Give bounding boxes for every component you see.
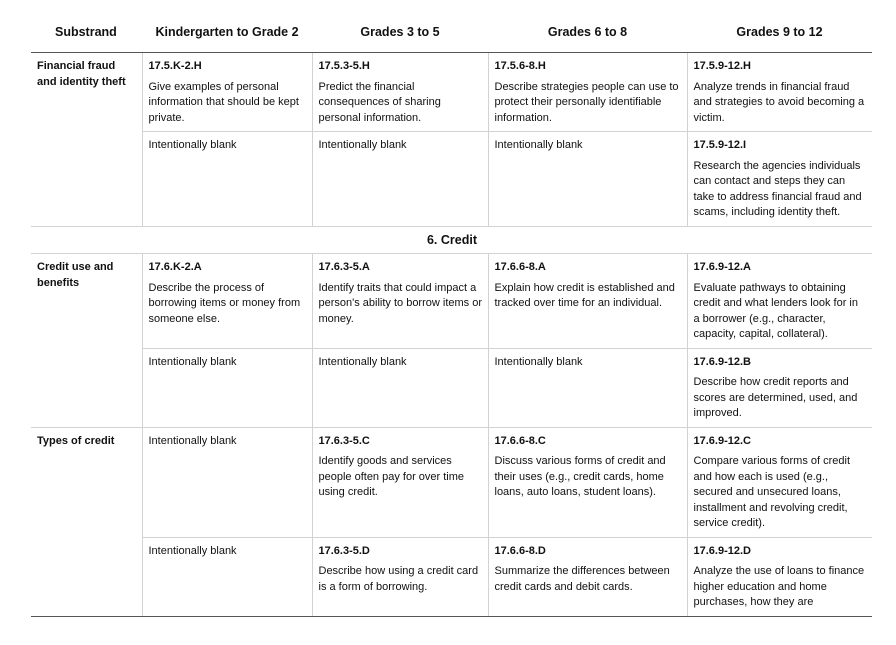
standard-code: 17.6.6-8.A [494, 261, 546, 273]
standard-text: Describe the process of borrowing items or money from someone else. [148, 281, 301, 325]
standard-code: 17.6.9-12.B [693, 355, 751, 368]
standard-text: Describe how using a credit card is a form of borrowing. [318, 565, 479, 593]
section-row [31, 226, 872, 254]
standard-code: 17.6.6-8.D [494, 544, 546, 557]
standard-cell [488, 53, 687, 132]
standards-table [31, 14, 872, 617]
standard-cell [687, 537, 872, 616]
standard-cell [312, 254, 488, 349]
substrand-cell: Credit use and benefits [31, 254, 142, 428]
standard-cell [142, 53, 312, 132]
standard-cell [687, 348, 872, 427]
standard-text: Research the agencies individuals can contact and steps they can take to address financial fraud and scams, including identity theft. [693, 159, 862, 218]
standard-text: Give examples of personal information that should be kept private. [148, 80, 299, 124]
standard-text: Evaluate pathways to obtaining credit and what lenders look for in a borrower (e.g., character, capacity, capital, collateral). [693, 281, 858, 340]
standard-text: Describe how credit reports and scores are determined, used, and improved. [693, 376, 858, 419]
standard-text: Explain how credit is established and tracked over time for an individual. [494, 281, 675, 309]
blank-cell: Intentionally blank [142, 537, 312, 616]
blank-cell: Intentionally blank [142, 132, 312, 227]
header-grades-9-12: Grades 9 to 12 [687, 14, 872, 53]
standard-cell [687, 53, 872, 132]
standard-code: 17.6.K-2.A [148, 261, 202, 273]
standard-code: 17.6.6-8.C [494, 434, 546, 447]
table-row [31, 254, 872, 349]
table-row [31, 132, 872, 227]
header-substrand: Substrand [31, 14, 142, 53]
standard-cell [488, 254, 687, 349]
standard-text: Identify goods and services people often pay for over time using credit. [318, 455, 465, 498]
header-grades-3-5: Grades 3 to 5 [312, 14, 488, 53]
header-k2: Kindergarten to Grade 2 [142, 14, 312, 53]
blank-cell: Intentionally blank [142, 348, 312, 427]
standard-text: Analyze the use of loans to finance higher education and home purchases, how they are [693, 565, 865, 608]
standard-cell [687, 427, 872, 537]
blank-cell: Intentionally blank [142, 427, 312, 537]
table-row [31, 427, 872, 537]
standard-cell [488, 427, 687, 537]
standard-cell [312, 427, 488, 537]
blank-cell: Intentionally blank [312, 132, 488, 227]
standard-cell [488, 537, 687, 616]
standard-text: Compare various forms of credit and how each is used (e.g., secured and unsecured loans, installment and revolving credit, service credit). [693, 455, 850, 529]
table-row [31, 537, 872, 616]
substrand-cell: Types of credit [31, 427, 142, 616]
standard-cell [687, 254, 872, 349]
standard-code: 17.6.9-12.D [693, 544, 751, 557]
standard-cell [312, 53, 488, 132]
standard-code: 17.5.9-12.H [693, 60, 751, 72]
table-row [31, 53, 872, 132]
table-row [31, 348, 872, 427]
standard-code: 17.5.3-5.H [318, 60, 370, 72]
blank-cell: Intentionally blank [488, 132, 687, 227]
blank-cell: Intentionally blank [488, 348, 687, 427]
standard-code: 17.5.9-12.I [693, 139, 747, 151]
standard-cell [312, 537, 488, 616]
standard-cell [687, 132, 872, 227]
section-title: 6. Credit [31, 226, 872, 254]
substrand-cell: Financial fraud and identity theft [31, 53, 142, 227]
standard-text: Discuss various forms of credit and their uses (e.g., credit cards, home loans, auto loans, student loans). [494, 455, 666, 498]
standard-text: Predict the financial consequences of sharing personal information. [318, 80, 441, 124]
header-row [31, 14, 872, 53]
standard-code: 17.5.K-2.H [148, 60, 202, 72]
standard-text: Identify traits that could impact a person's ability to borrow items or money. [318, 281, 482, 325]
standard-text: Describe strategies people can use to protect their personally identifiable information. [494, 80, 679, 124]
blank-cell: Intentionally blank [312, 348, 488, 427]
header-grades-6-8: Grades 6 to 8 [488, 14, 687, 53]
standard-code: 17.6.3-5.D [318, 544, 370, 557]
standard-code: 17.6.3-5.C [318, 434, 370, 447]
standard-text: Analyze trends in financial fraud and strategies to avoid becoming a victim. [693, 80, 865, 124]
standard-text: Summarize the differences between credit cards and debit cards. [494, 565, 670, 593]
standard-code: 17.6.3-5.A [318, 261, 370, 273]
standard-code: 17.5.6-8.H [494, 60, 546, 72]
standard-cell [142, 254, 312, 349]
standard-code: 17.6.9-12.C [693, 434, 751, 447]
standard-code: 17.6.9-12.A [693, 261, 751, 273]
